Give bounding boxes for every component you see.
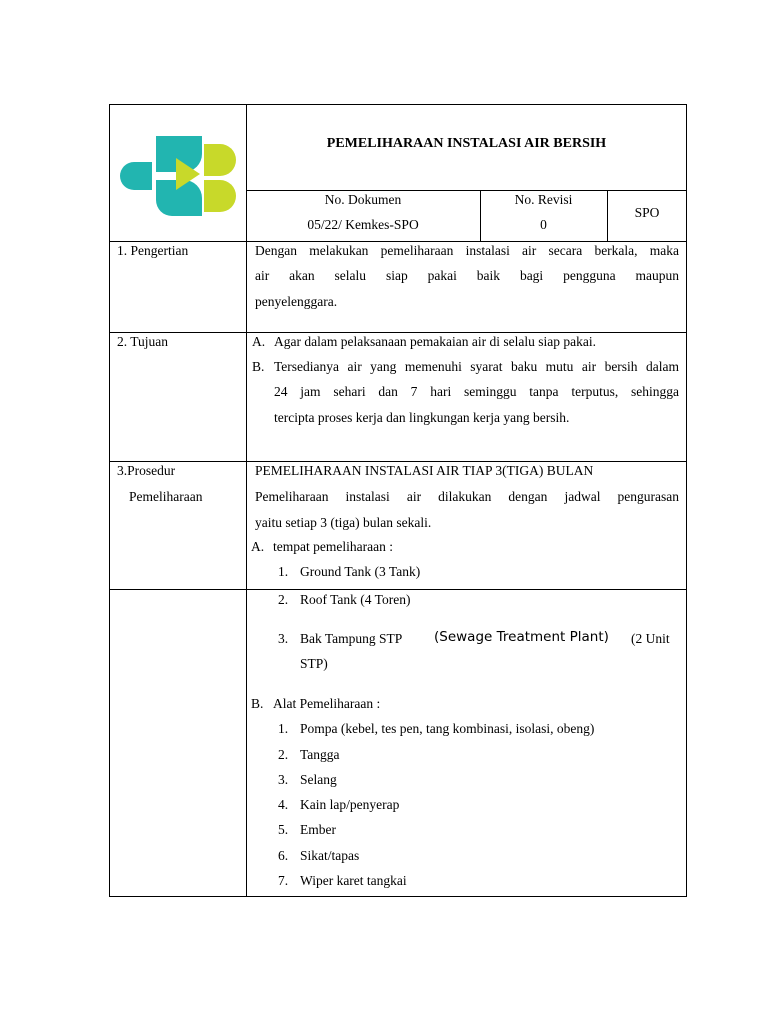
table-divider-pengertian xyxy=(109,332,687,333)
place-text-line-2: STP) xyxy=(300,656,328,671)
table-divider-title xyxy=(246,190,687,191)
tujuan-b-marker: B. xyxy=(252,359,265,374)
table-border-left xyxy=(109,104,110,897)
place-text-part-2: (Sewage Treatment Plant) xyxy=(434,629,609,645)
places-title: tempat pemeliharaan : xyxy=(273,539,393,554)
logo-bottom-right-leaf xyxy=(204,180,236,212)
doc-number-value: 05/22/ Kemkes-SPO xyxy=(307,217,419,232)
tujuan-a-marker: A. xyxy=(252,334,266,349)
tools-title: Alat Pemeliharaan : xyxy=(273,696,381,711)
table-border-bottom xyxy=(109,896,687,897)
tool-text: Wiper karet tangkai xyxy=(300,873,407,888)
pengertian-line-3: penyelenggara. xyxy=(255,294,338,309)
place-text: Roof Tank (4 Toren) xyxy=(300,592,411,607)
document-type: SPO xyxy=(634,205,660,220)
table-border-right xyxy=(686,104,687,897)
prosedur-label-line-2: Pemeliharaan xyxy=(129,489,203,504)
place-text: Ground Tank (3 Tank) xyxy=(300,564,421,579)
place-number: 3. xyxy=(278,631,289,646)
tool-number: 4. xyxy=(278,797,289,812)
tool-text: Pompa (kebel, tes pen, tang kombinasi, isolasi, obeng) xyxy=(300,721,595,736)
tool-number: 6. xyxy=(278,848,289,863)
tool-number: 7. xyxy=(278,873,289,888)
table-divider-header xyxy=(109,241,687,242)
revision-value: 0 xyxy=(540,217,547,232)
tools-marker: B. xyxy=(251,696,264,711)
place-text-part-3: (2 Unit xyxy=(631,631,670,646)
tool-text: Ember xyxy=(300,822,336,837)
tool-number: 2. xyxy=(278,747,289,762)
revision-label: No. Revisi xyxy=(514,192,573,207)
tool-text: Tangga xyxy=(300,747,340,762)
prosedur-intro-line-2: yaitu setiap 3 (tiga) bulan sekali. xyxy=(255,515,432,530)
document-title: PEMELIHARAAN INSTALASI AIR BERSIH xyxy=(326,136,607,151)
prosedur-intro-line-1: Pemeliharaan instalasi air dilakukan dengan jadwal pengurasan xyxy=(255,489,679,504)
place-text-part-1: Bak Tampung STP xyxy=(300,631,403,646)
tujuan-b-line-2: 24 jam sehari dan 7 hari seminggu tanpa terputus, sehingga xyxy=(274,384,679,399)
tujuan-b-line-1: Tersedianya air yang memenuhi syarat baku mutu air bersih dalam xyxy=(274,359,679,374)
tool-text: Kain lap/penyerap xyxy=(300,797,400,812)
table-divider-tujuan xyxy=(109,461,687,462)
tujuan-label: 2. Tujuan xyxy=(117,334,169,349)
tujuan-b-line-3: tercipta proses kerja dan lingkungan kerja yang bersih. xyxy=(274,410,570,425)
tool-number: 1. xyxy=(278,721,289,736)
logo-top-right-leaf xyxy=(204,144,236,176)
logo-left-leaf xyxy=(120,162,152,190)
place-number: 2. xyxy=(278,592,289,607)
tool-number: 3. xyxy=(278,772,289,787)
doc-number-label: No. Dokumen xyxy=(324,192,402,207)
table-divider-page xyxy=(109,589,687,590)
tool-number: 5. xyxy=(278,822,289,837)
place-number: 1. xyxy=(278,564,289,579)
tool-text: Sikat/tapas xyxy=(300,848,360,863)
pengertian-label: 1. Pengertian xyxy=(117,243,189,258)
prosedur-heading: PEMELIHARAAN INSTALASI AIR TIAP 3(TIGA) BULAN xyxy=(255,463,594,478)
tujuan-a-text: Agar dalam pelaksanaan pemakaian air di selalu siap pakai. xyxy=(274,334,596,349)
kemkes-logo xyxy=(112,128,244,224)
tool-text: Selang xyxy=(300,772,337,787)
places-marker: A. xyxy=(251,539,265,554)
table-border-top xyxy=(109,104,687,105)
pengertian-line-1: Dengan melakukan pemeliharaan instalasi air secara berkala, maka xyxy=(255,243,679,258)
prosedur-label-line-1: 3.Prosedur xyxy=(117,463,176,478)
pengertian-line-2: air akan selalu siap pakai baik bagi pengguna maupun xyxy=(255,268,679,283)
